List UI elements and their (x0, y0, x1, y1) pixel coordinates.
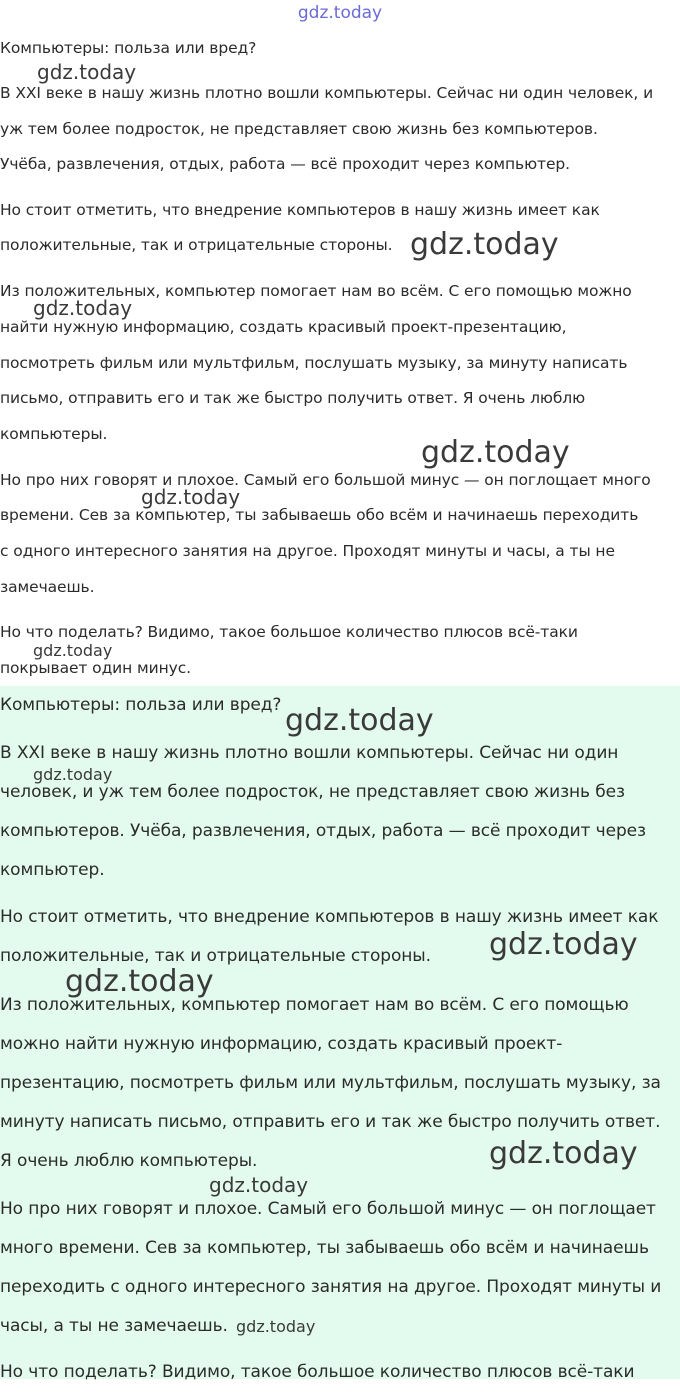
watermark: gdz.today (489, 927, 638, 962)
text-line: Но что поделать? Видимо, такое большое количество плюсов всё-таки (0, 623, 578, 641)
text-line: замечаешь. (0, 578, 95, 596)
text-line: часы, а ты не замечаешь. (0, 1316, 228, 1336)
text-line: времени. Сев за компьютер, ты забываешь обо всём и начинаешь переходить (0, 506, 639, 524)
header-watermark: gdz.today (297, 3, 383, 23)
watermark: gdz.today (33, 296, 133, 320)
text-line: В XXI веке в нашу жизнь плотно вошли компьютеры. Сейчас ни один (0, 743, 619, 763)
text-line: Но про них говорят и плохое. Самый его большой минус — он поглощает много (0, 471, 651, 489)
text-line: посмотреть фильм или мультфильм, послушать музыку, за минуту написать (0, 354, 628, 372)
text-line: покрывает один минус. (0, 659, 191, 677)
watermark: gdz.today (65, 964, 214, 999)
text-line: Учёба, развлечения, отдых, работа — всё проходит через компьютер. (0, 155, 570, 173)
text-line: с одного интересного занятия на другое. Проходят минуты и часы, а ты не (0, 542, 615, 560)
text-line: Но стоит отметить, что внедрение компьютеров в нашу жизнь имеет как (0, 907, 659, 927)
text-line: Но что поделать? Видимо, такое большое количество плюсов всё-таки (0, 1362, 635, 1382)
text-line: письмо, отправить его и так же быстро получить ответ. Я очень люблю (0, 389, 586, 407)
text-line: уж тем более подросток, не представляет свою жизнь без компьютеров. (0, 120, 598, 138)
text-line: человек, и уж тем более подросток, не представляет свою жизнь без (0, 782, 625, 802)
text-line: В XXI веке в нашу жизнь плотно вошли компьютеры. Сейчас ни один человек, и (0, 84, 654, 102)
watermark: gdz.today (489, 1136, 638, 1171)
text-line: Из положительных, компьютер помогает нам во всём. С его помощью можно (0, 282, 632, 300)
text-line: много времени. Сев за компьютер, ты забываешь обо всём и начинаешь (0, 1238, 649, 1258)
text-line: Но про них говорят и плохое. Самый его большой минус — он поглощает (0, 1199, 656, 1219)
watermark: gdz.today (421, 435, 570, 470)
essay-title: Компьютеры: польза или вред? (0, 39, 257, 57)
essay-highlighted (0, 686, 680, 1382)
watermark: gdz.today (141, 485, 241, 509)
watermark: gdz.today (33, 641, 113, 660)
watermark: gdz.today (285, 703, 434, 738)
text-line: положительные, так и отрицательные стороны. (0, 236, 393, 254)
text-line: компьютер. (0, 860, 105, 880)
text-line: Но стоит отметить, что внедрение компьютеров в нашу жизнь имеет как (0, 201, 600, 219)
watermark: gdz.today (37, 60, 137, 84)
watermark: gdz.today (236, 1317, 316, 1336)
watermark: gdz.today (33, 765, 113, 784)
text-line: Из положительных, компьютер помогает нам во всём. С его помощью (0, 995, 629, 1015)
text-line: компьютеров. Учёба, развлечения, отдых, работа — всё проходит через (0, 821, 646, 841)
text-line: можно найти нужную информацию, создать красивый проект- (0, 1034, 563, 1054)
essay-plain (0, 30, 680, 686)
text-line: переходить с одного интересного занятия на другое. Проходят минуты и (0, 1277, 662, 1297)
text-line: компьютеры. (0, 425, 108, 443)
text-line: положительные, так и отрицательные стороны. (0, 946, 431, 966)
watermark: gdz.today (410, 227, 559, 262)
text-line: Я очень люблю компьютеры. (0, 1151, 258, 1171)
text-line: найти нужную информацию, создать красивый проект-презентацию, (0, 318, 567, 336)
text-line: презентацию, посмотреть фильм или мультфильм, послушать музыку, за (0, 1073, 661, 1093)
text-line: минуту написать письмо, отправить его и так же быстро получить ответ. (0, 1112, 661, 1132)
watermark: gdz.today (209, 1173, 309, 1197)
essay-title: Компьютеры: польза или вред? (0, 695, 282, 715)
